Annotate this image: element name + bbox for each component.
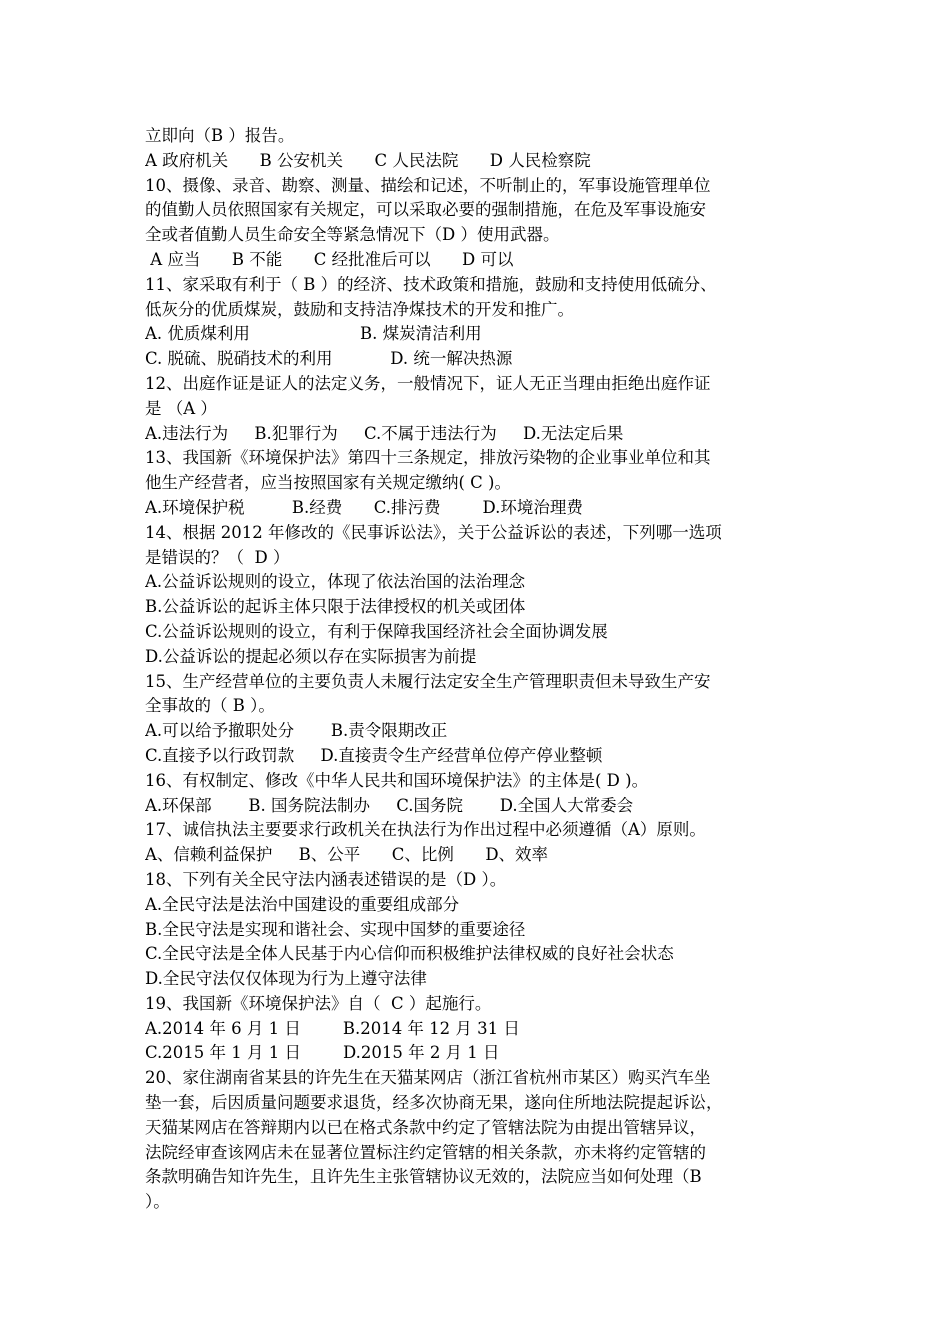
text-line: A.环保部 B. 国务院法制办 C.国务院 D.全国人大常委会	[145, 795, 634, 815]
text-line: C.直接予以行政罚款 D.直接责令生产经营单位停产停业整顿	[145, 745, 603, 765]
text-line: 13、我国新《环境保护法》第四十三条规定，排放污染物的企业事业单位和其	[145, 448, 711, 468]
text-line: 天猫某网店在答辩期内以已在格式条款中约定了管辖法院为由提出管辖异议，	[145, 1117, 706, 1137]
text-line: 立即向（B ）报告。	[145, 126, 295, 145]
text-line: A. 优质煤利用 B. 煤炭清洁利用	[145, 324, 482, 344]
text-line: B.公益诉讼的起诉主体只限于法律授权的机关或团体	[145, 597, 526, 617]
text-line: 全事故的（ B ）。	[145, 696, 275, 716]
text-line: 11、家采取有利于（ B ）的经济、技术政策和措施，鼓励和支持使用低硫分、	[145, 274, 717, 294]
text-line: 法院经审查该网店未在显著位置标注约定管辖的相关条款，亦未将约定管辖的	[145, 1142, 706, 1162]
text-line: A.环境保护税 B.经费 C.排污费 D.环境治理费	[145, 497, 583, 517]
text-line: C.公益诉讼规则的设立，有利于保障我国经济社会全面协调发展	[145, 621, 608, 641]
text-line: A.公益诉讼规则的设立，体现了依法治国的法治理念	[145, 572, 526, 592]
text-line: ）。	[145, 1192, 170, 1212]
text-line: 14、根据 2012 年修改的《民事诉讼法》，关于公益诉讼的表述，下列哪一选项	[145, 522, 722, 542]
text-line: 是错误的？（ D ）	[145, 547, 290, 567]
text-line: A.2014 年 6 月 1 日 B.2014 年 12 月 31 日	[145, 1018, 520, 1038]
text-line: D.公益诉讼的提起必须以存在实际损害为前提	[145, 646, 477, 666]
text-line: 12、出庭作证是证人的法定义务，一般情况下，证人无正当理由拒绝出庭作证	[145, 373, 711, 393]
text-line: 17、诚信执法主要要求行政机关在执法行为作出过程中必须遵循（A）原则。	[145, 820, 706, 840]
text-line: A.违法行为 B.犯罪行为 C.不属于违法行为 D.无法定后果	[145, 423, 624, 443]
text-line: 20、家住湖南省某县的许先生在天猫某网店（浙江省杭州市某区）购买汽车坐	[145, 1068, 711, 1088]
text-line: 16、有权制定、修改《中华人民共和国环境保护法》的主体是( D )。	[145, 770, 649, 790]
text-line: 垫一套，后因质量问题要求退货，经多次协商无果，遂向住所地法院提起诉讼，	[145, 1093, 723, 1113]
text-line: C.2015 年 1 月 1 日 D.2015 年 2 月 1 日	[145, 1043, 500, 1063]
text-line: 是 （A ）	[145, 398, 217, 418]
text-line: A、信赖利益保护 B、公平 C、比例 D、效率	[145, 845, 549, 865]
text-line: 低灰分的优质煤炭，鼓励和支持洁净煤技术的开发和推广。	[145, 299, 574, 319]
text-line: 18、下列有关全民守法内涵表述错误的是（D ）。	[145, 869, 507, 889]
text-line: C.全民守法是全体人民基于内心信仰而积极维护法律权威的良好社会状态	[145, 944, 674, 964]
text-line: A.全民守法是法治中国建设的重要组成部分	[145, 894, 460, 914]
text-line: 条款明确告知许先生，且许先生主张管辖协议无效的，法院应当如何处理（B	[145, 1167, 702, 1187]
text-line: A 政府机关 B 公安机关 C 人民法院 D 人民检察院	[145, 150, 591, 170]
document-body	[145, 124, 825, 1215]
text-line: C. 脱硫、脱硝技术的利用 D. 统一解决热源	[145, 349, 513, 369]
text-line: 10、摄像、录音、勘察、测量、描绘和记述，不听制止的，军事设施管理单位	[145, 175, 711, 195]
text-line: 15、生产经营单位的主要负责人未履行法定安全生产管理职责但未导致生产安	[145, 671, 711, 691]
text-line: A.可以给予撤职处分 B.责令限期改正	[145, 721, 448, 741]
text-line: 的值勤人员依照国家有关规定，可以采取必要的强制措施，在危及军事设施安	[145, 200, 706, 220]
text-line: 全或者值勤人员生命安全等紧急情况下（D ）使用武器。	[145, 225, 560, 245]
text-line: D.全民守法仅仅体现为行为上遵守法律	[145, 969, 427, 989]
text-line: 19、我国新《环境保护法》自（ C ）起施行。	[145, 993, 492, 1013]
text-line: A 应当 B 不能 C 经批准后可以 D 可以	[145, 249, 514, 269]
text-line: 他生产经营者，应当按照国家有关规定缴纳( C )。	[145, 473, 511, 493]
text-line: B.全民守法是实现和谐社会、实现中国梦的重要途径	[145, 919, 526, 939]
